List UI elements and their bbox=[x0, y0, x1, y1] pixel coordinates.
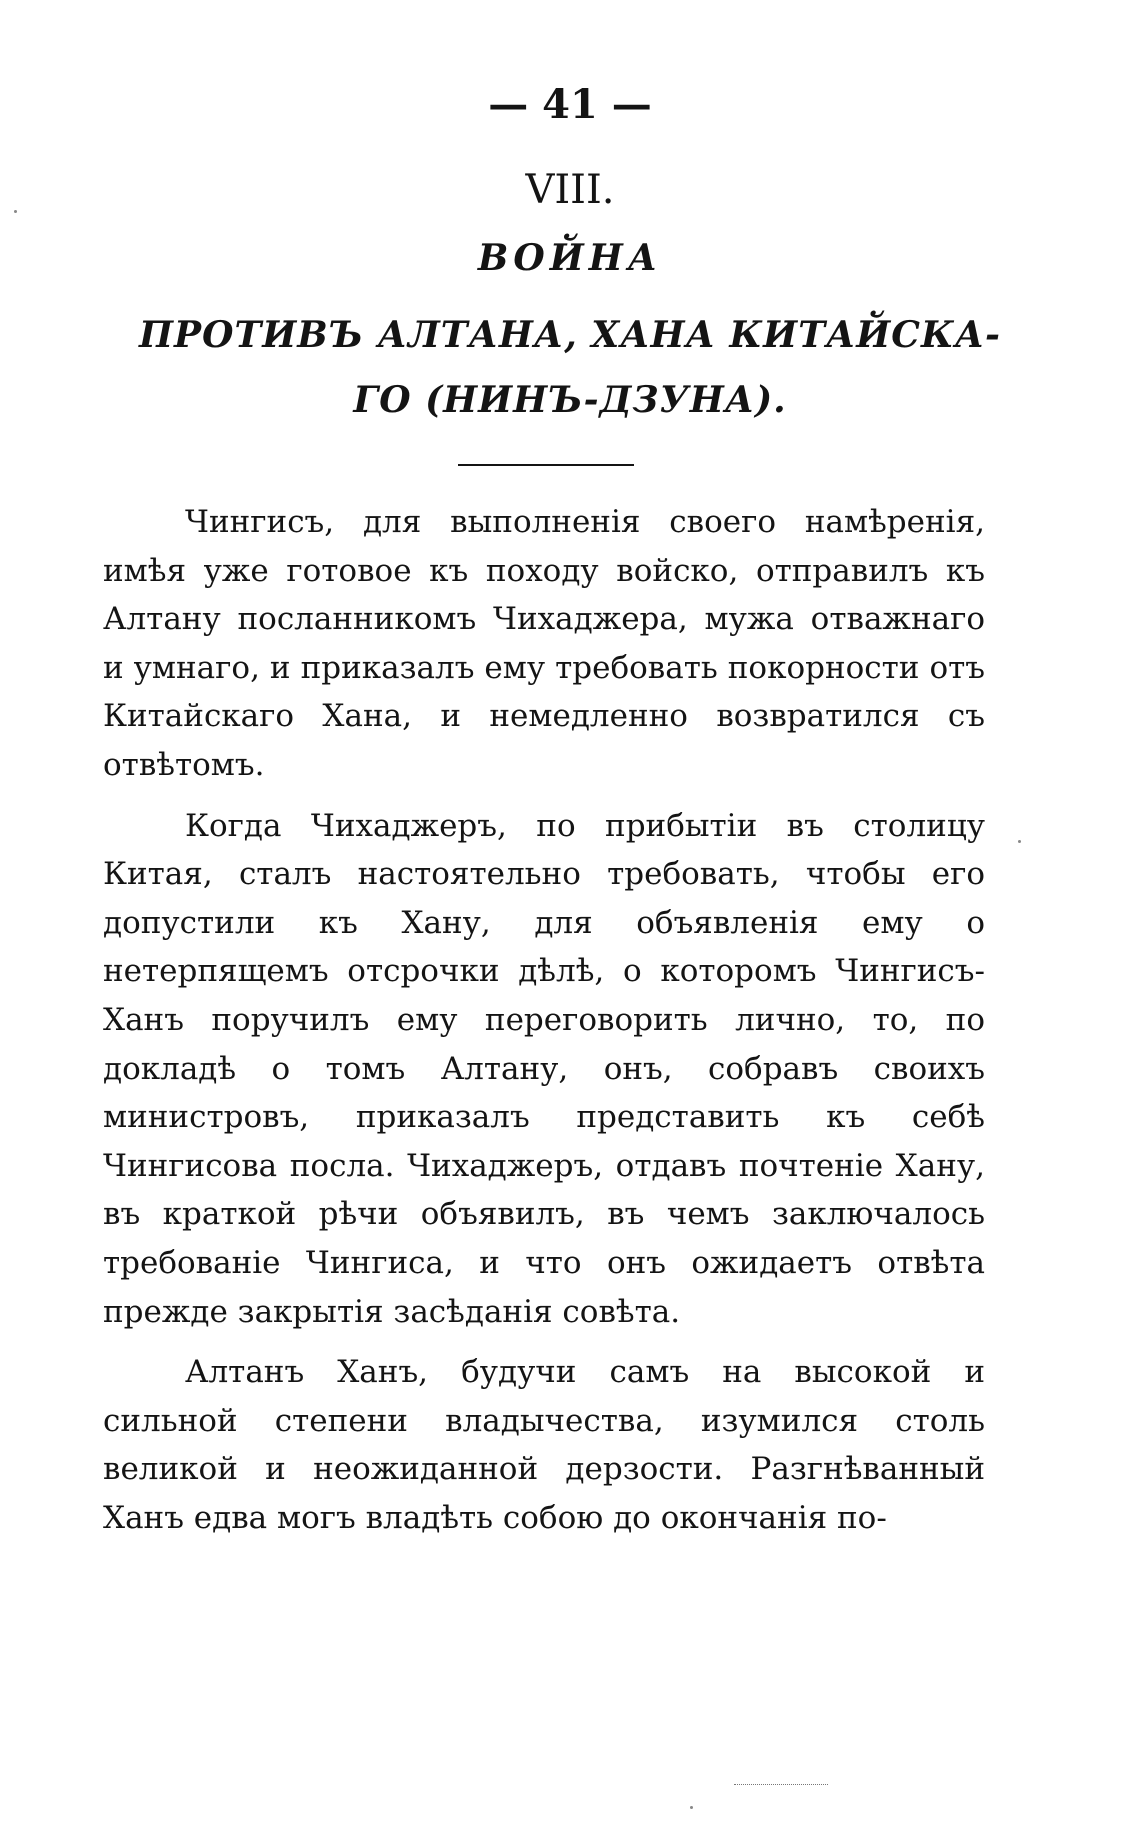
paragraph-2: Когда Чихаджеръ, по прибытіи въ столицу Китая, сталъ настоятельно требовать, чтобы его допустили къ Хану, для объявленія ему о нетерпящемъ отсрочки дѣлѣ, о которомъ Чингисъ-Ханъ поручилъ ему переговорить лично, то, по докладѣ о томъ Алтану, онъ, собравъ своихъ министровъ, приказалъ представить къ себѣ Чингисова посла. Чихаджеръ, отдавъ почтеніе Хану, въ краткой рѣчи объявилъ, въ чемъ заключалось требованіе Чингиса, и что онъ ожидаетъ отвѣта прежде закрытія засѣданія совѣта. bbox=[103, 807, 985, 1330]
print-speck bbox=[14, 210, 17, 213]
paragraph-1: Чингисъ, для выполненія своего намѣренія, имѣя уже готовое къ походу войско, отправилъ къ Алтану посланникомъ Чихаджера, мужа отважнаго и умнаго, и приказалъ ему требовать покорности отъ Китайскаго Хана, и немедленно возвратился съ отвѣтомъ. bbox=[103, 504, 985, 783]
page-number: — 41 — bbox=[488, 81, 652, 128]
chapter-title-line-1: ВОЙНА bbox=[477, 237, 663, 279]
print-speck bbox=[1018, 840, 1021, 843]
body-text bbox=[103, 498, 985, 1542]
chapter-title-line-2: ПРОТИВЪ АЛТАНА, ХАНА КИТАЙСКА- bbox=[139, 314, 1001, 356]
chapter-title-line-3: ГО (НИНЪ-ДЗУНА). bbox=[353, 379, 787, 421]
paragraph-3: Алтанъ Ханъ, будучи самъ на высокой и сильной степени владычества, изумился столь великой и неожиданной дерзости. Разгнѣванный Ханъ едва могъ владѣть собою до окончанія по- bbox=[103, 1354, 985, 1536]
title-divider bbox=[458, 464, 634, 466]
print-speck bbox=[690, 1806, 693, 1809]
print-smudge bbox=[734, 1784, 828, 1785]
chapter-number: VIII. bbox=[525, 167, 615, 213]
